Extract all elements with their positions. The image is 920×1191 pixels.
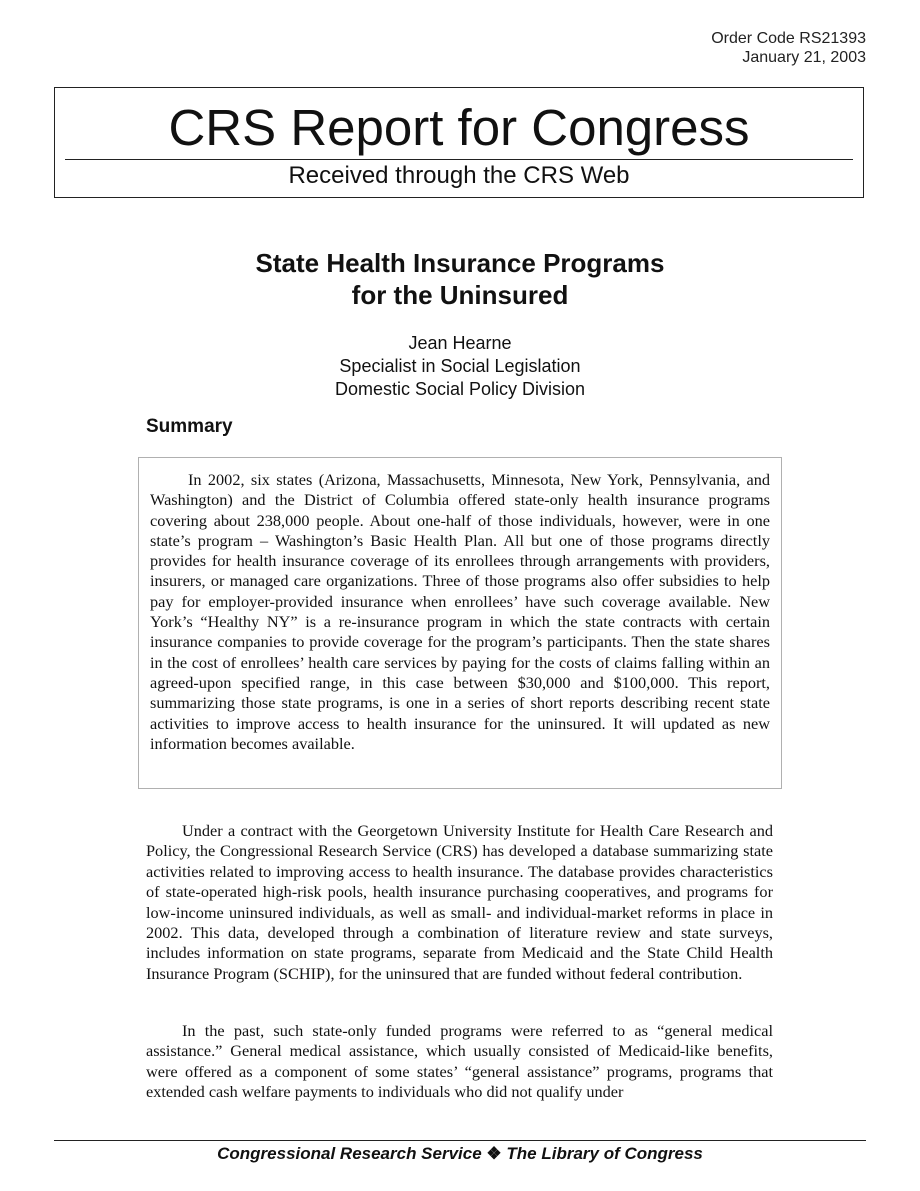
title-line-1: State Health Insurance Programs [255,248,665,278]
order-info [711,29,866,67]
footer-rule [54,1140,866,1141]
author-title: Specialist in Social Legislation [339,356,581,376]
order-code: Order Code RS21393 [711,30,866,47]
body-paragraph-2: In the past, such state-only funded programs were referred to as “general medical assistance.” General medical assistance, which usually consisted of Medicaid-like benefits, were offered as a component of some states’ “general assistance” programs, programs that extended cash welfare payments to individuals who did not qualify under [146,1021,773,1102]
title-line-2: for the Uninsured [351,280,569,310]
footer-right: The Library of Congress [506,1144,703,1163]
footer [0,1143,920,1165]
body-paragraph-1: Under a contract with the Georgetown University Institute for Health Care Research and Policy, the Congressional Research Service (CRS) has developed a database summarizing state activities related to improving access to health insurance. The database provides characteristics of state-operated high-risk pools, health insurance purchasing cooperatives, and programs for low-income uninsured individuals, as well as small- and individual-market reforms in place in 2002. This data, developed through a combination of literature review and state surveys, includes information on state programs, separate from Medicaid and the State Child Health Insurance Program (SCHIP), for the uninsured that are funded without federal contribution. [146,821,773,983]
summary-box [138,457,782,789]
author-name: Jean Hearne [408,333,512,353]
diamond-ornament-icon: ❖ [486,1144,502,1163]
author-block [0,332,920,401]
report-date: January 21, 2003 [742,49,866,66]
masthead-subtitle: Received through the CRS Web [288,162,630,189]
summary-heading: Summary [146,416,233,437]
masthead-box [54,87,864,198]
masthead-rule [65,159,853,160]
summary-text: In 2002, six states (Arizona, Massachusetts, Minnesota, New York, Pennsylvania, and Washington) and the District of Columbia offered state-only health insurance programs covering about 238,000 people. About one-half of those individuals, however, were in one state’s program – Washington’s Basic Health Plan. All but one of those programs directly provides for health insurance coverage of its enrollees through arrangements with providers, insurers, or managed care organizations. Three of those programs also offer subsidies to help pay for employer-provided insurance when enrollees’ have such coverage available. New York’s “Healthy NY” is a re-insurance program in which the state contracts with certain insurance companies to provide coverage for the program’s participants. Then the state shares in the cost of enrollees’ health care services by paying for the costs of claims falling within an agreed-upon specified range, in this case between $30,000 and $100,000. This report, summarizing those state programs, is one in a series of short reports describing recent state activities to improve access to health insurance for the uninsured. It will updated as new information becomes available. [150,470,770,753]
author-division: Domestic Social Policy Division [334,379,586,399]
footer-left: Congressional Research Service [217,1144,482,1163]
document-title [0,247,920,311]
masthead-title: CRS Report for Congress [168,99,750,156]
